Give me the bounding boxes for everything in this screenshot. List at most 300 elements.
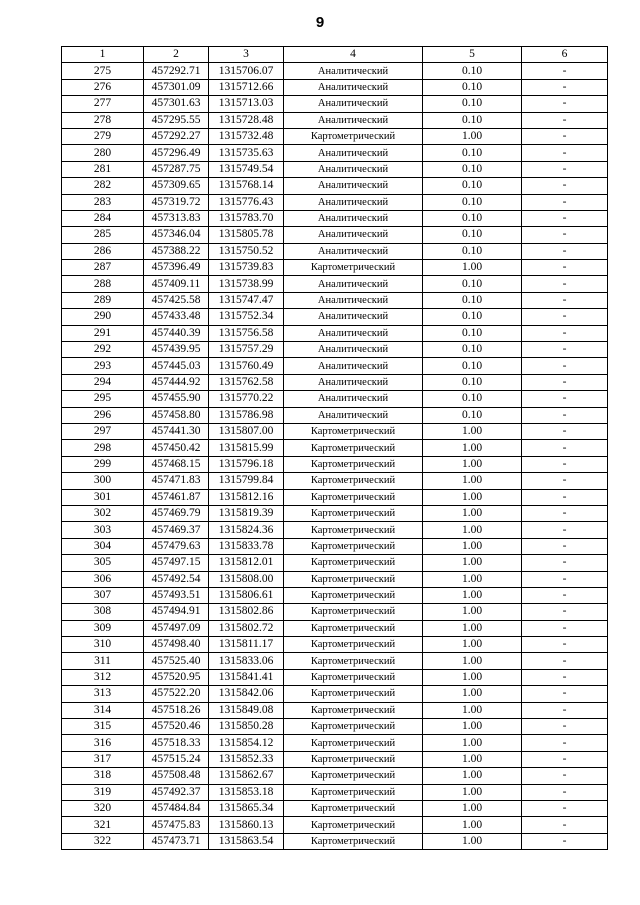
accuracy-cell: 1.00 <box>423 653 522 669</box>
note-cell: - <box>522 686 608 702</box>
method-cell: Картометрический <box>284 784 423 800</box>
method-cell: Картометрический <box>284 128 423 144</box>
method-cell: Картометрический <box>284 751 423 767</box>
accuracy-cell: 0.10 <box>423 194 522 210</box>
note-cell: - <box>522 555 608 571</box>
note-cell: - <box>522 751 608 767</box>
x-coordinate-cell: 457473.71 <box>144 833 209 849</box>
table-row <box>62 128 608 144</box>
table-row <box>62 227 608 243</box>
method-cell: Картометрический <box>284 489 423 505</box>
y-coordinate-cell: 1315849.08 <box>209 702 284 718</box>
accuracy-cell: 0.10 <box>423 358 522 374</box>
x-coordinate-cell: 457471.83 <box>144 473 209 489</box>
point-number-cell: 282 <box>62 178 144 194</box>
note-cell: - <box>522 342 608 358</box>
x-coordinate-cell: 457441.30 <box>144 423 209 439</box>
y-coordinate-cell: 1315762.58 <box>209 374 284 390</box>
table-row <box>62 800 608 816</box>
method-cell: Аналитический <box>284 161 423 177</box>
x-coordinate-cell: 457425.58 <box>144 292 209 308</box>
method-cell: Аналитический <box>284 178 423 194</box>
accuracy-cell: 0.10 <box>423 374 522 390</box>
x-coordinate-cell: 457508.48 <box>144 768 209 784</box>
method-cell: Аналитический <box>284 391 423 407</box>
y-coordinate-cell: 1315850.28 <box>209 719 284 735</box>
y-coordinate-cell: 1315806.61 <box>209 587 284 603</box>
x-coordinate-cell: 457520.46 <box>144 719 209 735</box>
table-row <box>62 407 608 423</box>
y-coordinate-cell: 1315808.00 <box>209 571 284 587</box>
point-number-cell: 310 <box>62 637 144 653</box>
method-cell: Картометрический <box>284 637 423 653</box>
method-cell: Аналитический <box>284 243 423 259</box>
method-cell: Аналитический <box>284 210 423 226</box>
table-header-row <box>62 47 608 63</box>
y-coordinate-cell: 1315760.49 <box>209 358 284 374</box>
y-coordinate-cell: 1315812.16 <box>209 489 284 505</box>
point-number-cell: 322 <box>62 833 144 849</box>
method-cell: Аналитический <box>284 407 423 423</box>
table-row <box>62 260 608 276</box>
note-cell: - <box>522 260 608 276</box>
point-number-cell: 284 <box>62 210 144 226</box>
point-number-cell: 317 <box>62 751 144 767</box>
note-cell: - <box>522 702 608 718</box>
method-cell: Картометрический <box>284 800 423 816</box>
x-coordinate-cell: 457494.91 <box>144 604 209 620</box>
x-coordinate-cell: 457450.42 <box>144 440 209 456</box>
method-cell: Аналитический <box>284 79 423 95</box>
accuracy-cell: 1.00 <box>423 817 522 833</box>
point-number-cell: 296 <box>62 407 144 423</box>
column-header-6: 6 <box>522 47 608 63</box>
note-cell: - <box>522 489 608 505</box>
note-cell: - <box>522 210 608 226</box>
point-number-cell: 292 <box>62 342 144 358</box>
method-cell: Картометрический <box>284 505 423 521</box>
accuracy-cell: 1.00 <box>423 751 522 767</box>
table-row <box>62 358 608 374</box>
note-cell: - <box>522 735 608 751</box>
method-cell: Аналитический <box>284 358 423 374</box>
point-number-cell: 302 <box>62 505 144 521</box>
point-number-cell: 281 <box>62 161 144 177</box>
y-coordinate-cell: 1315802.86 <box>209 604 284 620</box>
x-coordinate-cell: 457287.75 <box>144 161 209 177</box>
column-header-5: 5 <box>423 47 522 63</box>
accuracy-cell: 0.10 <box>423 210 522 226</box>
y-coordinate-cell: 1315824.36 <box>209 522 284 538</box>
accuracy-cell: 1.00 <box>423 522 522 538</box>
y-coordinate-cell: 1315768.14 <box>209 178 284 194</box>
accuracy-cell: 1.00 <box>423 768 522 784</box>
note-cell: - <box>522 391 608 407</box>
table-body <box>62 63 608 850</box>
y-coordinate-cell: 1315738.99 <box>209 276 284 292</box>
note-cell: - <box>522 669 608 685</box>
method-cell: Картометрический <box>284 702 423 718</box>
y-coordinate-cell: 1315862.67 <box>209 768 284 784</box>
accuracy-cell: 0.10 <box>423 161 522 177</box>
point-number-cell: 307 <box>62 587 144 603</box>
accuracy-cell: 1.00 <box>423 637 522 653</box>
y-coordinate-cell: 1315802.72 <box>209 620 284 636</box>
point-number-cell: 320 <box>62 800 144 816</box>
x-coordinate-cell: 457319.72 <box>144 194 209 210</box>
point-number-cell: 298 <box>62 440 144 456</box>
note-cell: - <box>522 784 608 800</box>
method-cell: Аналитический <box>284 374 423 390</box>
method-cell: Картометрический <box>284 735 423 751</box>
accuracy-cell: 0.10 <box>423 309 522 325</box>
note-cell: - <box>522 800 608 816</box>
x-coordinate-cell: 457493.51 <box>144 587 209 603</box>
note-cell: - <box>522 161 608 177</box>
y-coordinate-cell: 1315819.39 <box>209 505 284 521</box>
x-coordinate-cell: 457458.80 <box>144 407 209 423</box>
x-coordinate-cell: 457301.63 <box>144 96 209 112</box>
method-cell: Аналитический <box>284 194 423 210</box>
accuracy-cell: 0.10 <box>423 112 522 128</box>
note-cell: - <box>522 79 608 95</box>
accuracy-cell: 0.10 <box>423 63 522 79</box>
point-number-cell: 288 <box>62 276 144 292</box>
x-coordinate-cell: 457346.04 <box>144 227 209 243</box>
accuracy-cell: 0.10 <box>423 227 522 243</box>
method-cell: Картометрический <box>284 440 423 456</box>
accuracy-cell: 0.10 <box>423 79 522 95</box>
point-number-cell: 314 <box>62 702 144 718</box>
table-row <box>62 374 608 390</box>
note-cell: - <box>522 456 608 472</box>
point-number-cell: 319 <box>62 784 144 800</box>
note-cell: - <box>522 423 608 439</box>
note-cell: - <box>522 571 608 587</box>
note-cell: - <box>522 505 608 521</box>
table-row <box>62 784 608 800</box>
note-cell: - <box>522 194 608 210</box>
y-coordinate-cell: 1315747.47 <box>209 292 284 308</box>
accuracy-cell: 1.00 <box>423 489 522 505</box>
point-number-cell: 312 <box>62 669 144 685</box>
method-cell: Картометрический <box>284 817 423 833</box>
y-coordinate-cell: 1315756.58 <box>209 325 284 341</box>
note-cell: - <box>522 653 608 669</box>
note-cell: - <box>522 243 608 259</box>
table-row <box>62 79 608 95</box>
y-coordinate-cell: 1315796.18 <box>209 456 284 472</box>
point-number-cell: 297 <box>62 423 144 439</box>
table-row <box>62 669 608 685</box>
column-header-2: 2 <box>144 47 209 63</box>
accuracy-cell: 1.00 <box>423 620 522 636</box>
accuracy-cell: 1.00 <box>423 571 522 587</box>
x-coordinate-cell: 457440.39 <box>144 325 209 341</box>
point-number-cell: 280 <box>62 145 144 161</box>
y-coordinate-cell: 1315863.54 <box>209 833 284 849</box>
table-row <box>62 768 608 784</box>
method-cell: Аналитический <box>284 292 423 308</box>
accuracy-cell: 0.10 <box>423 178 522 194</box>
x-coordinate-cell: 457518.33 <box>144 735 209 751</box>
y-coordinate-cell: 1315833.06 <box>209 653 284 669</box>
note-cell: - <box>522 768 608 784</box>
method-cell: Аналитический <box>284 309 423 325</box>
accuracy-cell: 1.00 <box>423 473 522 489</box>
x-coordinate-cell: 457469.79 <box>144 505 209 521</box>
page-number: 9 <box>315 14 325 31</box>
accuracy-cell: 1.00 <box>423 735 522 751</box>
note-cell: - <box>522 276 608 292</box>
y-coordinate-cell: 1315770.22 <box>209 391 284 407</box>
x-coordinate-cell: 457497.15 <box>144 555 209 571</box>
table-row <box>62 817 608 833</box>
y-coordinate-cell: 1315783.70 <box>209 210 284 226</box>
note-cell: - <box>522 473 608 489</box>
x-coordinate-cell: 457461.87 <box>144 489 209 505</box>
note-cell: - <box>522 96 608 112</box>
x-coordinate-cell: 457444.92 <box>144 374 209 390</box>
accuracy-cell: 0.10 <box>423 292 522 308</box>
accuracy-cell: 0.10 <box>423 96 522 112</box>
table-row <box>62 178 608 194</box>
table-row <box>62 96 608 112</box>
accuracy-cell: 1.00 <box>423 555 522 571</box>
point-number-cell: 308 <box>62 604 144 620</box>
x-coordinate-cell: 457445.03 <box>144 358 209 374</box>
x-coordinate-cell: 457295.55 <box>144 112 209 128</box>
method-cell: Аналитический <box>284 342 423 358</box>
accuracy-cell: 0.10 <box>423 325 522 341</box>
accuracy-cell: 1.00 <box>423 456 522 472</box>
method-cell: Картометрический <box>284 538 423 554</box>
note-cell: - <box>522 63 608 79</box>
y-coordinate-cell: 1315833.78 <box>209 538 284 554</box>
note-cell: - <box>522 407 608 423</box>
y-coordinate-cell: 1315807.00 <box>209 423 284 439</box>
accuracy-cell: 1.00 <box>423 784 522 800</box>
table-row <box>62 440 608 456</box>
point-number-cell: 275 <box>62 63 144 79</box>
x-coordinate-cell: 457292.27 <box>144 128 209 144</box>
note-cell: - <box>522 325 608 341</box>
x-coordinate-cell: 457301.09 <box>144 79 209 95</box>
point-number-cell: 301 <box>62 489 144 505</box>
coordinates-table <box>61 46 608 850</box>
y-coordinate-cell: 1315854.12 <box>209 735 284 751</box>
point-number-cell: 315 <box>62 719 144 735</box>
point-number-cell: 295 <box>62 391 144 407</box>
table-row <box>62 604 608 620</box>
x-coordinate-cell: 457469.37 <box>144 522 209 538</box>
method-cell: Аналитический <box>284 63 423 79</box>
method-cell: Аналитический <box>284 112 423 128</box>
table-row <box>62 522 608 538</box>
x-coordinate-cell: 457515.24 <box>144 751 209 767</box>
method-cell: Картометрический <box>284 669 423 685</box>
note-cell: - <box>522 112 608 128</box>
point-number-cell: 300 <box>62 473 144 489</box>
y-coordinate-cell: 1315749.54 <box>209 161 284 177</box>
point-number-cell: 311 <box>62 653 144 669</box>
note-cell: - <box>522 637 608 653</box>
method-cell: Картометрический <box>284 571 423 587</box>
table-row <box>62 686 608 702</box>
point-number-cell: 291 <box>62 325 144 341</box>
x-coordinate-cell: 457409.11 <box>144 276 209 292</box>
point-number-cell: 286 <box>62 243 144 259</box>
method-cell: Картометрический <box>284 456 423 472</box>
table-row <box>62 342 608 358</box>
accuracy-cell: 0.10 <box>423 145 522 161</box>
method-cell: Картометрический <box>284 768 423 784</box>
table-row <box>62 473 608 489</box>
column-header-1: 1 <box>62 47 144 63</box>
y-coordinate-cell: 1315799.84 <box>209 473 284 489</box>
y-coordinate-cell: 1315805.78 <box>209 227 284 243</box>
point-number-cell: 305 <box>62 555 144 571</box>
y-coordinate-cell: 1315841.41 <box>209 669 284 685</box>
y-coordinate-cell: 1315842.06 <box>209 686 284 702</box>
point-number-cell: 289 <box>62 292 144 308</box>
table-row <box>62 620 608 636</box>
table-row <box>62 391 608 407</box>
method-cell: Картометрический <box>284 587 423 603</box>
accuracy-cell: 1.00 <box>423 440 522 456</box>
table-row <box>62 210 608 226</box>
method-cell: Аналитический <box>284 96 423 112</box>
x-coordinate-cell: 457313.83 <box>144 210 209 226</box>
table-row <box>62 145 608 161</box>
point-number-cell: 316 <box>62 735 144 751</box>
point-number-cell: 313 <box>62 686 144 702</box>
note-cell: - <box>522 145 608 161</box>
method-cell: Картометрический <box>284 604 423 620</box>
table-row <box>62 194 608 210</box>
table-row <box>62 456 608 472</box>
note-cell: - <box>522 833 608 849</box>
table-row <box>62 555 608 571</box>
point-number-cell: 279 <box>62 128 144 144</box>
accuracy-cell: 1.00 <box>423 702 522 718</box>
method-cell: Картометрический <box>284 423 423 439</box>
note-cell: - <box>522 620 608 636</box>
point-number-cell: 309 <box>62 620 144 636</box>
table-row <box>62 325 608 341</box>
y-coordinate-cell: 1315865.34 <box>209 800 284 816</box>
method-cell: Картометрический <box>284 653 423 669</box>
point-number-cell: 283 <box>62 194 144 210</box>
y-coordinate-cell: 1315728.48 <box>209 112 284 128</box>
y-coordinate-cell: 1315712.66 <box>209 79 284 95</box>
table-row <box>62 161 608 177</box>
method-cell: Картометрический <box>284 260 423 276</box>
note-cell: - <box>522 522 608 538</box>
method-cell: Картометрический <box>284 686 423 702</box>
x-coordinate-cell: 457484.84 <box>144 800 209 816</box>
method-cell: Картометрический <box>284 833 423 849</box>
note-cell: - <box>522 587 608 603</box>
x-coordinate-cell: 457492.37 <box>144 784 209 800</box>
note-cell: - <box>522 178 608 194</box>
y-coordinate-cell: 1315811.17 <box>209 637 284 653</box>
y-coordinate-cell: 1315815.99 <box>209 440 284 456</box>
point-number-cell: 293 <box>62 358 144 374</box>
note-cell: - <box>522 358 608 374</box>
point-number-cell: 321 <box>62 817 144 833</box>
y-coordinate-cell: 1315853.18 <box>209 784 284 800</box>
note-cell: - <box>522 374 608 390</box>
method-cell: Картометрический <box>284 555 423 571</box>
accuracy-cell: 1.00 <box>423 538 522 554</box>
point-number-cell: 303 <box>62 522 144 538</box>
y-coordinate-cell: 1315739.83 <box>209 260 284 276</box>
table-row <box>62 587 608 603</box>
method-cell: Картометрический <box>284 522 423 538</box>
table-row <box>62 637 608 653</box>
table-row <box>62 292 608 308</box>
note-cell: - <box>522 817 608 833</box>
note-cell: - <box>522 538 608 554</box>
accuracy-cell: 0.10 <box>423 342 522 358</box>
x-coordinate-cell: 457520.95 <box>144 669 209 685</box>
x-coordinate-cell: 457518.26 <box>144 702 209 718</box>
table-row <box>62 489 608 505</box>
point-number-cell: 278 <box>62 112 144 128</box>
table-row <box>62 423 608 439</box>
point-number-cell: 294 <box>62 374 144 390</box>
table-row <box>62 243 608 259</box>
accuracy-cell: 0.10 <box>423 391 522 407</box>
y-coordinate-cell: 1315860.13 <box>209 817 284 833</box>
accuracy-cell: 0.10 <box>423 243 522 259</box>
method-cell: Картометрический <box>284 473 423 489</box>
accuracy-cell: 0.10 <box>423 276 522 292</box>
table-row <box>62 309 608 325</box>
method-cell: Аналитический <box>284 325 423 341</box>
table-row <box>62 63 608 79</box>
accuracy-cell: 1.00 <box>423 587 522 603</box>
x-coordinate-cell: 457468.15 <box>144 456 209 472</box>
y-coordinate-cell: 1315852.33 <box>209 751 284 767</box>
column-header-3: 3 <box>209 47 284 63</box>
y-coordinate-cell: 1315732.48 <box>209 128 284 144</box>
x-coordinate-cell: 457479.63 <box>144 538 209 554</box>
x-coordinate-cell: 457439.95 <box>144 342 209 358</box>
accuracy-cell: 1.00 <box>423 423 522 439</box>
note-cell: - <box>522 128 608 144</box>
table-row <box>62 276 608 292</box>
x-coordinate-cell: 457498.40 <box>144 637 209 653</box>
method-cell: Картометрический <box>284 620 423 636</box>
note-cell: - <box>522 227 608 243</box>
method-cell: Аналитический <box>284 227 423 243</box>
table-row <box>62 833 608 849</box>
table-row <box>62 571 608 587</box>
note-cell: - <box>522 604 608 620</box>
point-number-cell: 285 <box>62 227 144 243</box>
column-header-4: 4 <box>284 47 423 63</box>
point-number-cell: 304 <box>62 538 144 554</box>
y-coordinate-cell: 1315812.01 <box>209 555 284 571</box>
note-cell: - <box>522 292 608 308</box>
table-row <box>62 735 608 751</box>
point-number-cell: 287 <box>62 260 144 276</box>
accuracy-cell: 0.10 <box>423 407 522 423</box>
point-number-cell: 276 <box>62 79 144 95</box>
method-cell: Аналитический <box>284 145 423 161</box>
